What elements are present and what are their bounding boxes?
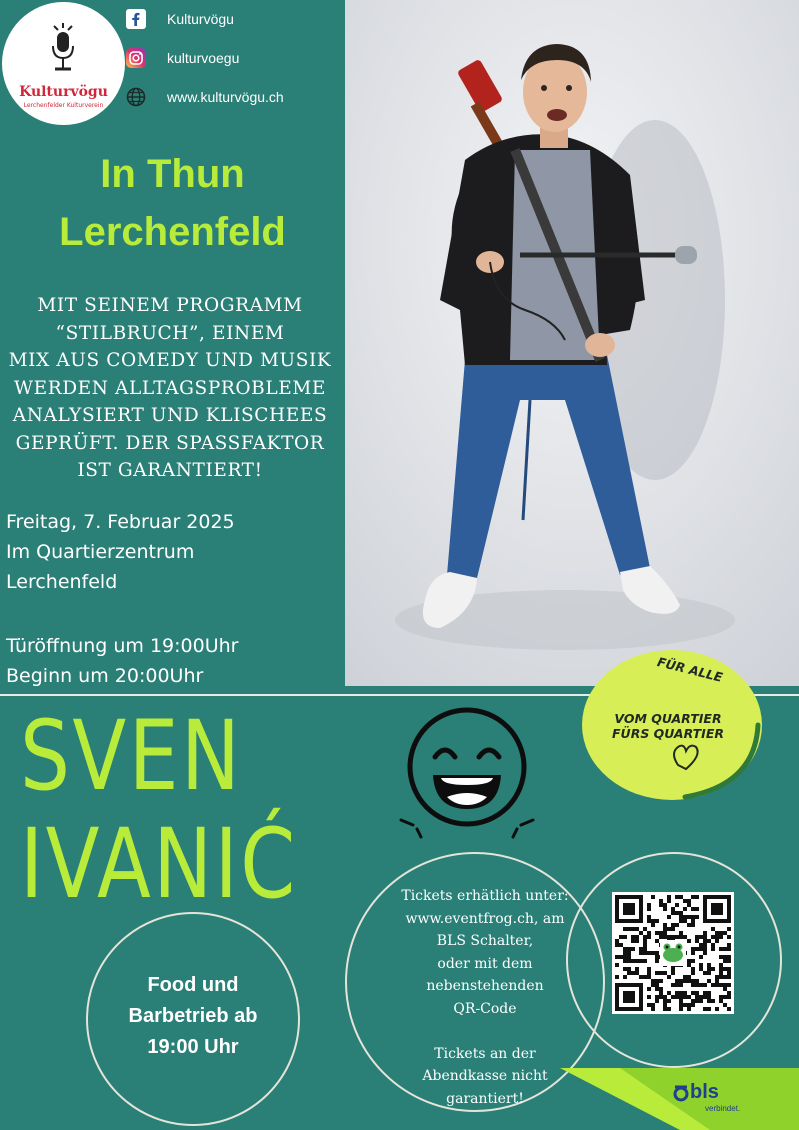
smiley-icon (395, 705, 540, 845)
logo-subtitle: Lerchenfelder Kulturverein (23, 102, 104, 109)
food-line3: 19:00 Uhr (147, 1036, 239, 1058)
performer-photo (345, 0, 799, 686)
tickets-line: garantiert! (446, 1090, 524, 1107)
sponsor-name: bls (690, 1081, 719, 1103)
event-venue-line1: Im Quartierzentrum (6, 541, 195, 563)
performer-illustration (345, 0, 799, 686)
headline-city: In Thun (100, 152, 245, 196)
badge-line2: FÜRS QUARTIER (612, 726, 724, 741)
microphone-icon (48, 22, 78, 74)
qr-code[interactable] (612, 892, 734, 1014)
badge-top-text: FÜR ALLE (655, 654, 725, 685)
food-line2: Barbetrieb ab (128, 1005, 258, 1027)
social-website[interactable] (125, 86, 284, 108)
program-line: GEPRÜFT. DER SPASSFAKTOR (15, 432, 325, 454)
food-info (90, 970, 296, 1063)
event-details (6, 507, 235, 597)
instagram-icon (125, 47, 147, 69)
social-facebook[interactable] (125, 8, 234, 30)
tickets-line (372, 1020, 598, 1043)
tickets-line: QR-Code (453, 1000, 517, 1017)
tickets-line: Tickets erhätlich unter: (401, 888, 569, 904)
event-doors: Türöffnung um 19:00Uhr (6, 635, 239, 657)
program-line: IST GARANTIERT! (77, 460, 263, 481)
logo-name: Kulturvögu (19, 84, 108, 100)
qr-code-graphic (612, 892, 734, 1014)
artist-last-name: IVANIĆ (20, 808, 298, 920)
social-instagram-text: kulturvoegu (167, 50, 240, 66)
logo (2, 2, 125, 125)
program-line: MIT SEINEM PROGRAMM (37, 295, 303, 316)
tickets-line: BLS Schalter, (436, 933, 534, 949)
tickets-line: www.eventfrog.ch, am (405, 910, 565, 927)
event-times (6, 631, 238, 691)
program-line: WERDEN ALLTAGSPROBLEME (14, 377, 326, 399)
badge-line1: VOM QUARTIER (614, 711, 722, 726)
tickets-line: Abendkasse nicht (422, 1068, 548, 1084)
program-line: MIX AUS COMEDY UND MUSIK (8, 350, 332, 371)
food-line1: Food und (147, 974, 239, 996)
event-start: Beginn um 20:00Uhr (6, 665, 204, 687)
social-facebook-text: Kulturvögu (167, 11, 234, 27)
tickets-line: nebenstehenden (426, 978, 544, 994)
artist-first-name: SVEN (20, 700, 243, 812)
tickets-line: Tickets an der (434, 1045, 536, 1062)
globe-icon (125, 86, 147, 108)
headline-district: Lerchenfeld (59, 210, 286, 254)
tickets-line: oder mit dem (437, 955, 533, 972)
program-description (0, 292, 340, 485)
event-date: Freitag, 7. Februar 2025 (6, 511, 235, 533)
sponsor-tagline: verbindet. (705, 1104, 741, 1113)
social-website-text: www.kulturvögu.ch (167, 89, 284, 105)
social-instagram[interactable] (125, 47, 240, 69)
program-line: “STILBRUCH”, EINEM (55, 322, 285, 344)
event-venue-line2: Lerchenfeld (6, 571, 118, 593)
bls-logo-icon (672, 1084, 690, 1102)
facebook-icon (125, 8, 147, 30)
program-line: ANALYSIERT UND KLISCHEES (12, 405, 328, 426)
